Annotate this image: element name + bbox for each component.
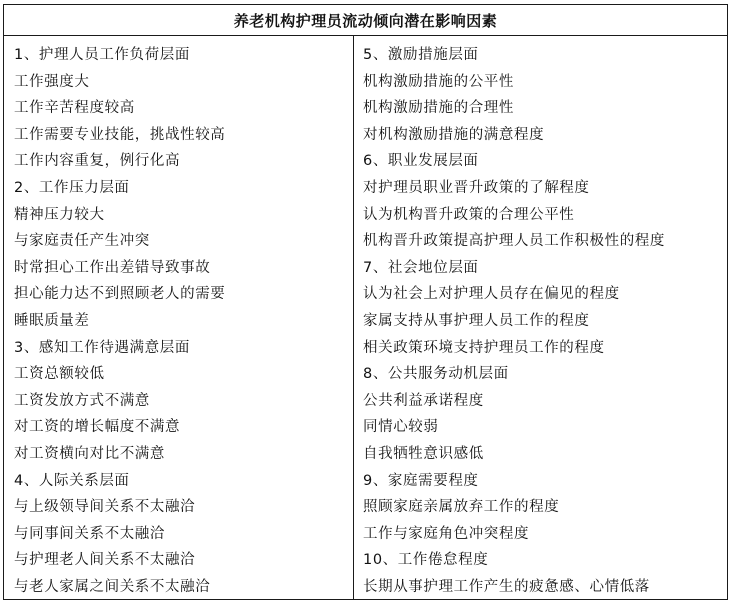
factor-item: 精神压力较大 <box>14 206 105 223</box>
category-heading: 7、社会地位层面 <box>363 259 479 276</box>
factor-item: 对工资的增长幅度不满意 <box>14 419 181 436</box>
factor-item: 与同事间关系不太融洽 <box>14 525 165 542</box>
category-heading: 5、激励措施层面 <box>363 47 479 63</box>
factor-item: 相关政策环境支持护理员工作的程度 <box>363 339 605 356</box>
factor-item: 机构激励措施的合理性 <box>363 100 514 117</box>
factor-item: 对工资横向对比不满意 <box>14 445 165 462</box>
category-heading: 3、感知工作待遇满意层面 <box>14 339 190 356</box>
category-heading: 8、公共服务动机层面 <box>363 366 509 383</box>
factor-item: 担心能力达不到照顾老人的需要 <box>14 286 226 303</box>
left-column <box>4 36 354 600</box>
factor-item: 工资发放方式不满意 <box>14 392 150 409</box>
category-heading: 9、家庭需要程度 <box>363 472 479 489</box>
factors-table <box>3 4 728 600</box>
factor-item: 工作内容重复，例行化高 <box>14 153 181 170</box>
factor-item: 工资总额较低 <box>14 366 105 383</box>
category-heading: 2、工作压力层面 <box>14 179 130 196</box>
factor-item: 认为机构晋升政策的合理公平性 <box>363 206 575 223</box>
category-heading: 6、职业发展层面 <box>363 153 479 170</box>
factor-item: 公共利益承诺程度 <box>363 392 484 409</box>
factor-item: 自我牺牲意识感低 <box>363 445 484 462</box>
factor-item: 家属支持从事护理人员工作的程度 <box>363 312 590 329</box>
factor-item: 机构晋升政策提高护理人员工作积极性的程度 <box>363 233 665 250</box>
category-heading: 10、工作倦怠程度 <box>363 552 489 569</box>
table-body <box>4 36 727 600</box>
table-title: 养老机构护理员流动倾向潜在影响因素 <box>4 5 727 36</box>
factor-item: 机构激励措施的公平性 <box>363 73 514 90</box>
right-column <box>354 36 727 600</box>
category-heading: 4、人际关系层面 <box>14 472 130 489</box>
factor-item: 工作强度大 <box>14 73 90 90</box>
factor-item: 对机构激励措施的满意程度 <box>363 126 545 143</box>
factor-item: 工作与家庭角色冲突程度 <box>363 525 530 542</box>
factor-item: 与上级领导间关系不太融洽 <box>14 499 196 516</box>
factor-item: 与家庭责任产生冲突 <box>14 233 150 250</box>
factor-item: 照顾家庭亲属放弃工作的程度 <box>363 499 560 516</box>
factor-item: 同情心较弱 <box>363 419 439 436</box>
factor-item: 与护理老人间关系不太融洽 <box>14 552 196 569</box>
factor-item: 与老人家属之间关系不太融洽 <box>14 578 211 595</box>
factor-item: 工作需要专业技能，挑战性较高 <box>14 126 226 143</box>
factor-item: 认为社会上对护理人员存在偏见的程度 <box>363 286 620 303</box>
factor-item: 睡眠质量差 <box>14 312 90 329</box>
category-heading: 1、护理人员工作负荷层面 <box>14 47 190 63</box>
factor-item: 工作辛苦程度较高 <box>14 100 135 117</box>
factor-item: 长期从事护理工作产生的疲惫感、心情低落 <box>363 578 650 595</box>
factor-item: 对护理员职业晋升政策的了解程度 <box>363 179 590 196</box>
factor-item: 时常担心工作出差错导致事故 <box>14 259 211 276</box>
